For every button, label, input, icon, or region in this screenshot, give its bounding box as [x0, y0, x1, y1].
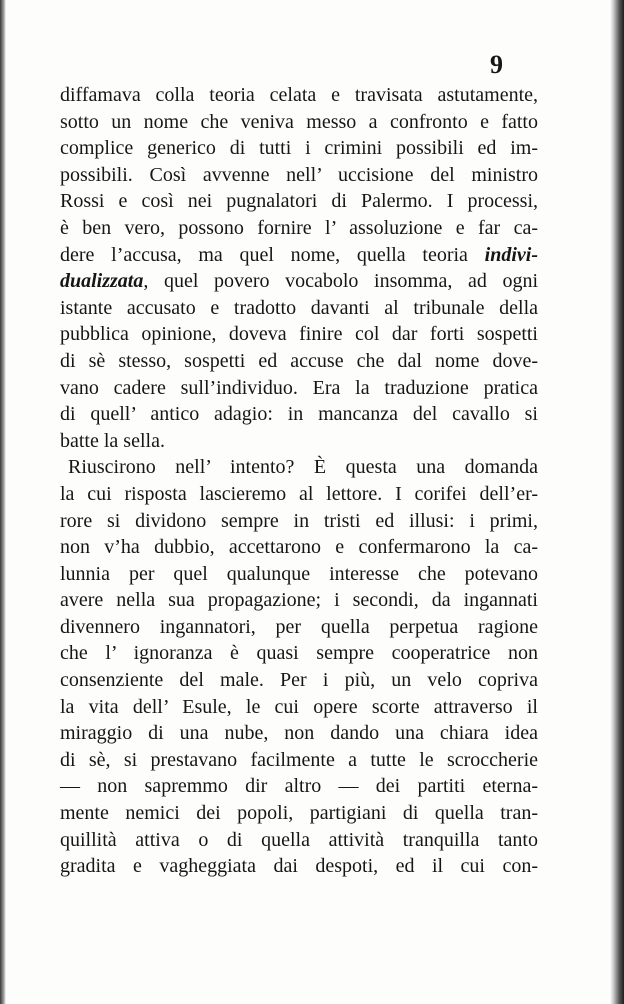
text-line: di sè, si prestavano facilmente a tutte le scroccherie [60, 748, 538, 771]
text-line: che l’ ignoranza è quasi sempre cooperatrice non [60, 642, 538, 665]
text-line: pubblica opinione, doveva finire col dar forti sospetti [60, 323, 538, 346]
text-line: consenziente del male. Per i più, un velo copriva [60, 669, 538, 692]
text-line: — non sapremmo dir altro — dei partiti eterna- [60, 775, 538, 798]
text-line: sotto un nome che veniva messo a confronto e fatto [60, 110, 538, 133]
text-line: lunnia per quel qualunque interesse che potevano [60, 562, 538, 585]
text-line: possibili. Così avvenne nell’ uccisione del ministro [60, 163, 538, 186]
text-line: Rossi e così nei pugnalatori di Palermo. I processi, [60, 190, 538, 213]
body-text [60, 82, 538, 880]
text-line: quillità attiva o di quella attività tranquilla tanto [60, 828, 538, 851]
paragraph-end-line: batte la sella. [60, 429, 165, 452]
text-line: rore si dividono sempre in tristi ed illusi: i primi, [60, 509, 538, 532]
text-line [60, 242, 538, 269]
page-number: 9 [490, 50, 503, 79]
text-line: vano cadere sull’individuo. Era la traduzione pratica [60, 376, 538, 399]
text-line [60, 268, 538, 295]
text-line: avere nella sua propagazione; i secondi, da ingannati [60, 589, 538, 612]
text-line: è ben vero, possono fornire l’ assoluzione e far ca- [60, 216, 538, 239]
text-line: diffamava colla teoria celata e travisata astutamente, [60, 84, 538, 106]
text-line: di quell’ antico adagio: in mancanza del cavallo si [60, 403, 538, 426]
text-line: istante accusato e tradotto davanti al tribunale della [60, 296, 538, 319]
paragraph-start-line: Riuscirono nell’ intento? È questa una domanda [68, 456, 538, 479]
text-line: miraggio di una nube, non dando una chiara idea [60, 722, 538, 745]
text-line: la cui risposta lascieremo al lettore. I corifei dell’er- [60, 482, 538, 505]
text-line: mente nemici dei popoli, partigiani di quella tran- [60, 802, 538, 825]
text-segment: dere l’accusa, ma quel nome, quella teoria [60, 243, 485, 266]
text-line: complice generico di tutti i crimini possibili ed im- [60, 137, 538, 160]
text-line: non v’ha dubbio, accettarono e confermarono la ca- [60, 536, 538, 559]
text-line: di sè stesso, sospetti ed accuse che dal nome dove- [60, 349, 538, 372]
text-line: divennero ingannatori, per quella perpetua ragione [60, 615, 538, 638]
italic-term: indivi- [484, 243, 538, 266]
page-right-edge-shadow [610, 0, 624, 1004]
text-line: la vita dell’ Esule, le cui opere scorte attraverso il [60, 695, 538, 718]
text-line: gradita e vagheggiata dai despoti, ed il cui con- [60, 855, 538, 878]
italic-term: dualizzata [60, 270, 144, 293]
page-left-edge-shadow [0, 0, 6, 1004]
text-segment: , quel povero vocabolo insomma, ad ogni [143, 270, 538, 293]
